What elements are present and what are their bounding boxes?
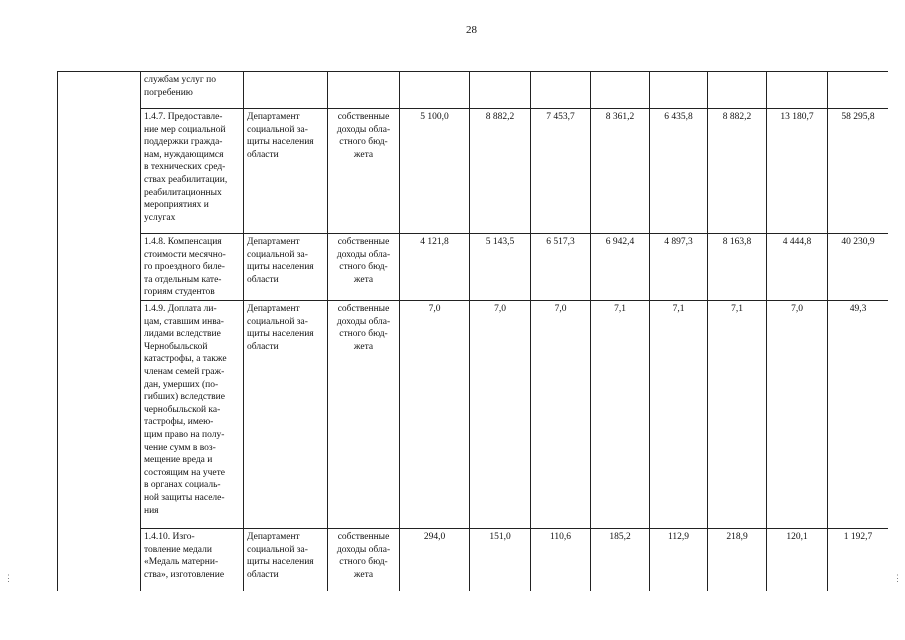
measure-name-cell-line: членам семей граж- [144,366,225,377]
funding-source-cell-line: жета [353,341,374,352]
executor-cell [244,109,328,234]
executor-cell [244,301,328,529]
measure-name-cell-line: мещение вреда и [144,455,213,466]
measure-name-cell-line: в органах социаль- [144,480,221,491]
funding-source-cell-line: собственные [337,304,390,314]
measure-name-cell-line: 1.4.8. Компенсация [144,237,222,247]
value-cell-total [828,72,889,109]
value-cell-total: 40 230,9 [828,234,889,301]
budget-table [57,71,888,591]
executor-cell-line: Департамент [247,532,300,542]
value-cell-year-1: 294,0 [400,529,470,592]
measure-name-cell-line: го проездного биле- [144,262,225,273]
measure-name-cell-line: стоимости месячно- [144,249,226,260]
measure-name-cell-line: лидами вследствие [144,329,221,340]
value-cell-year-3: 7 453,7 [531,109,591,234]
funding-source-cell-line: жета [353,274,374,285]
value-cell-total: 1 192,7 [828,529,889,592]
value-cell-year-1: 7,0 [400,301,470,529]
measure-name-cell-line: та отдельным кате- [144,274,222,285]
value-cell-year-7: 7,0 [767,301,828,529]
measure-name-cell-line: 1.4.9. Доплата ли- [144,304,217,314]
value-cell-year-1 [400,72,470,109]
measure-name-cell [141,529,244,592]
executor-cell-line: социальной за- [247,544,308,555]
value-cell-year-5: 4 897,3 [650,234,708,301]
value-cell-year-4: 185,2 [591,529,650,592]
measure-name-cell-line: реабилитационных [144,187,222,198]
measure-name-cell-line: щим право на полу- [144,429,225,440]
value-cell-year-4: 7,1 [591,301,650,529]
measure-name-cell-line: услугах [144,212,176,223]
value-cell-year-3: 7,0 [531,301,591,529]
measure-name-cell-line: мероприятиях и [144,200,209,211]
measure-name-cell-line: Чернобыльской [144,341,208,352]
funding-source-cell-line: стного бюд- [339,329,388,340]
executor-cell [244,234,328,301]
measure-name-cell-line: чение сумм в воз- [144,442,216,453]
measure-name-cell-line: в технических сред- [144,162,226,173]
funding-source-cell-line: стного бюд- [339,557,388,568]
executor-cell-line: области [247,341,279,352]
value-cell-year-6: 8 882,2 [708,109,767,234]
page-number: 28 [466,24,477,36]
measure-name-cell-line: ства», изготовление [144,569,225,580]
value-cell-year-7: 120,1 [767,529,828,592]
executor-cell-line: щиты населения [247,329,314,340]
value-cell-year-2: 8 882,2 [470,109,531,234]
executor-cell [244,529,328,592]
funding-source-cell-line: собственные [337,112,390,122]
value-cell-year-7 [767,72,828,109]
measure-name-cell-line: «Медаль матерни- [144,557,219,568]
measure-name-cell [141,109,244,234]
value-cell-year-7: 13 180,7 [767,109,828,234]
measure-name-cell-line: ствах реабилитации, [144,174,228,185]
measure-name-cell-line: ной защиты населе- [144,492,225,503]
value-cell-year-6 [708,72,767,109]
funding-source-cell-line: стного бюд- [339,137,388,148]
funding-source-cell [328,234,400,301]
value-cell-year-4: 6 942,4 [591,234,650,301]
measure-name-cell [141,234,244,301]
funding-source-cell-line: собственные [337,532,390,542]
funding-source-cell [328,529,400,592]
value-cell-year-5: 112,9 [650,529,708,592]
budget-table-sheet [57,71,888,591]
value-cell-year-4: 8 361,2 [591,109,650,234]
value-cell-year-1: 5 100,0 [400,109,470,234]
value-cell-year-3: 6 517,3 [531,234,591,301]
table-row [58,301,889,529]
measure-name-cell-line: гориям студентов [144,287,215,298]
measure-name-cell-line: ния [144,505,159,516]
executor-cell-line: Департамент [247,237,300,247]
executor-cell-line: Департамент [247,304,300,314]
executor-cell-line: социальной за- [247,316,308,327]
executor-cell-line: щиты населения [247,137,314,148]
table-row [58,109,889,234]
executor-cell-line: области [247,149,279,160]
measure-name-cell-line: товление медали [144,544,212,555]
executor-cell-line: социальной за- [247,249,308,260]
scan-edge-mark-left: ⋮ [4,573,13,583]
value-cell-year-5: 7,1 [650,301,708,529]
value-cell-total: 49,3 [828,301,889,529]
value-cell-year-7: 4 444,8 [767,234,828,301]
value-cell-year-5 [650,72,708,109]
measure-name-cell [141,301,244,529]
table-row [58,529,889,592]
empty-left-column-cell [58,72,141,592]
funding-source-cell-line: собственные [337,237,390,247]
value-cell-year-6: 218,9 [708,529,767,592]
value-cell-year-2: 151,0 [470,529,531,592]
measure-name-cell-line: службам услуг по [144,75,217,85]
value-cell-year-2: 5 143,5 [470,234,531,301]
measure-name-cell-line: тастрофы, имею- [144,417,214,428]
executor-cell-line: Департамент [247,112,300,122]
value-cell-total: 58 295,8 [828,109,889,234]
value-cell-year-3 [531,72,591,109]
measure-name-cell-line: поддержки гражда- [144,137,223,148]
measure-name-cell-line: гибших) вследствие [144,392,225,403]
value-cell-year-3: 110,6 [531,529,591,592]
executor-cell-line: щиты населения [247,262,314,273]
executor-cell-line: области [247,569,279,580]
funding-source-cell-line: доходы обла- [336,124,391,135]
funding-source-cell [328,72,400,109]
measure-name-cell-line: дан, умерших (по- [144,379,219,390]
value-cell-year-2: 7,0 [470,301,531,529]
funding-source-cell-line: доходы обла- [336,544,391,555]
executor-cell [244,72,328,109]
value-cell-year-4 [591,72,650,109]
executor-cell-line: социальной за- [247,124,308,135]
executor-cell-line: области [247,274,279,285]
funding-source-cell-line: жета [353,149,374,160]
value-cell-year-1: 4 121,8 [400,234,470,301]
funding-source-cell-line: стного бюд- [339,262,388,273]
measure-name-cell-line: 1.4.7. Предоставле- [144,112,223,122]
measure-name-cell [141,72,244,109]
measure-name-cell-line: погребению [144,87,193,98]
funding-source-cell-line: доходы обла- [336,316,391,327]
executor-cell-line: щиты населения [247,557,314,568]
measure-name-cell-line: катастрофы, а также [144,354,227,365]
budget-table-body [58,72,889,592]
measure-name-cell-line: состоящим на учете [144,467,225,478]
value-cell-year-2 [470,72,531,109]
table-row [58,234,889,301]
funding-source-cell [328,301,400,529]
measure-name-cell-line: чернобыльской ка- [144,404,221,415]
measure-name-cell-line: нам, нуждающимся [144,149,224,160]
measure-name-cell-line: ние мер социальной [144,124,226,135]
funding-source-cell-line: доходы обла- [336,249,391,260]
table-row [58,72,889,109]
measure-name-cell-line: 1.4.10. Изго- [144,532,195,542]
funding-source-cell [328,109,400,234]
value-cell-year-6: 8 163,8 [708,234,767,301]
value-cell-year-5: 6 435,8 [650,109,708,234]
funding-source-cell-line: жета [353,569,374,580]
value-cell-year-6: 7,1 [708,301,767,529]
measure-name-cell-line: цам, ставшим инва- [144,316,224,327]
scan-edge-mark-right: ⋮ [893,573,902,583]
